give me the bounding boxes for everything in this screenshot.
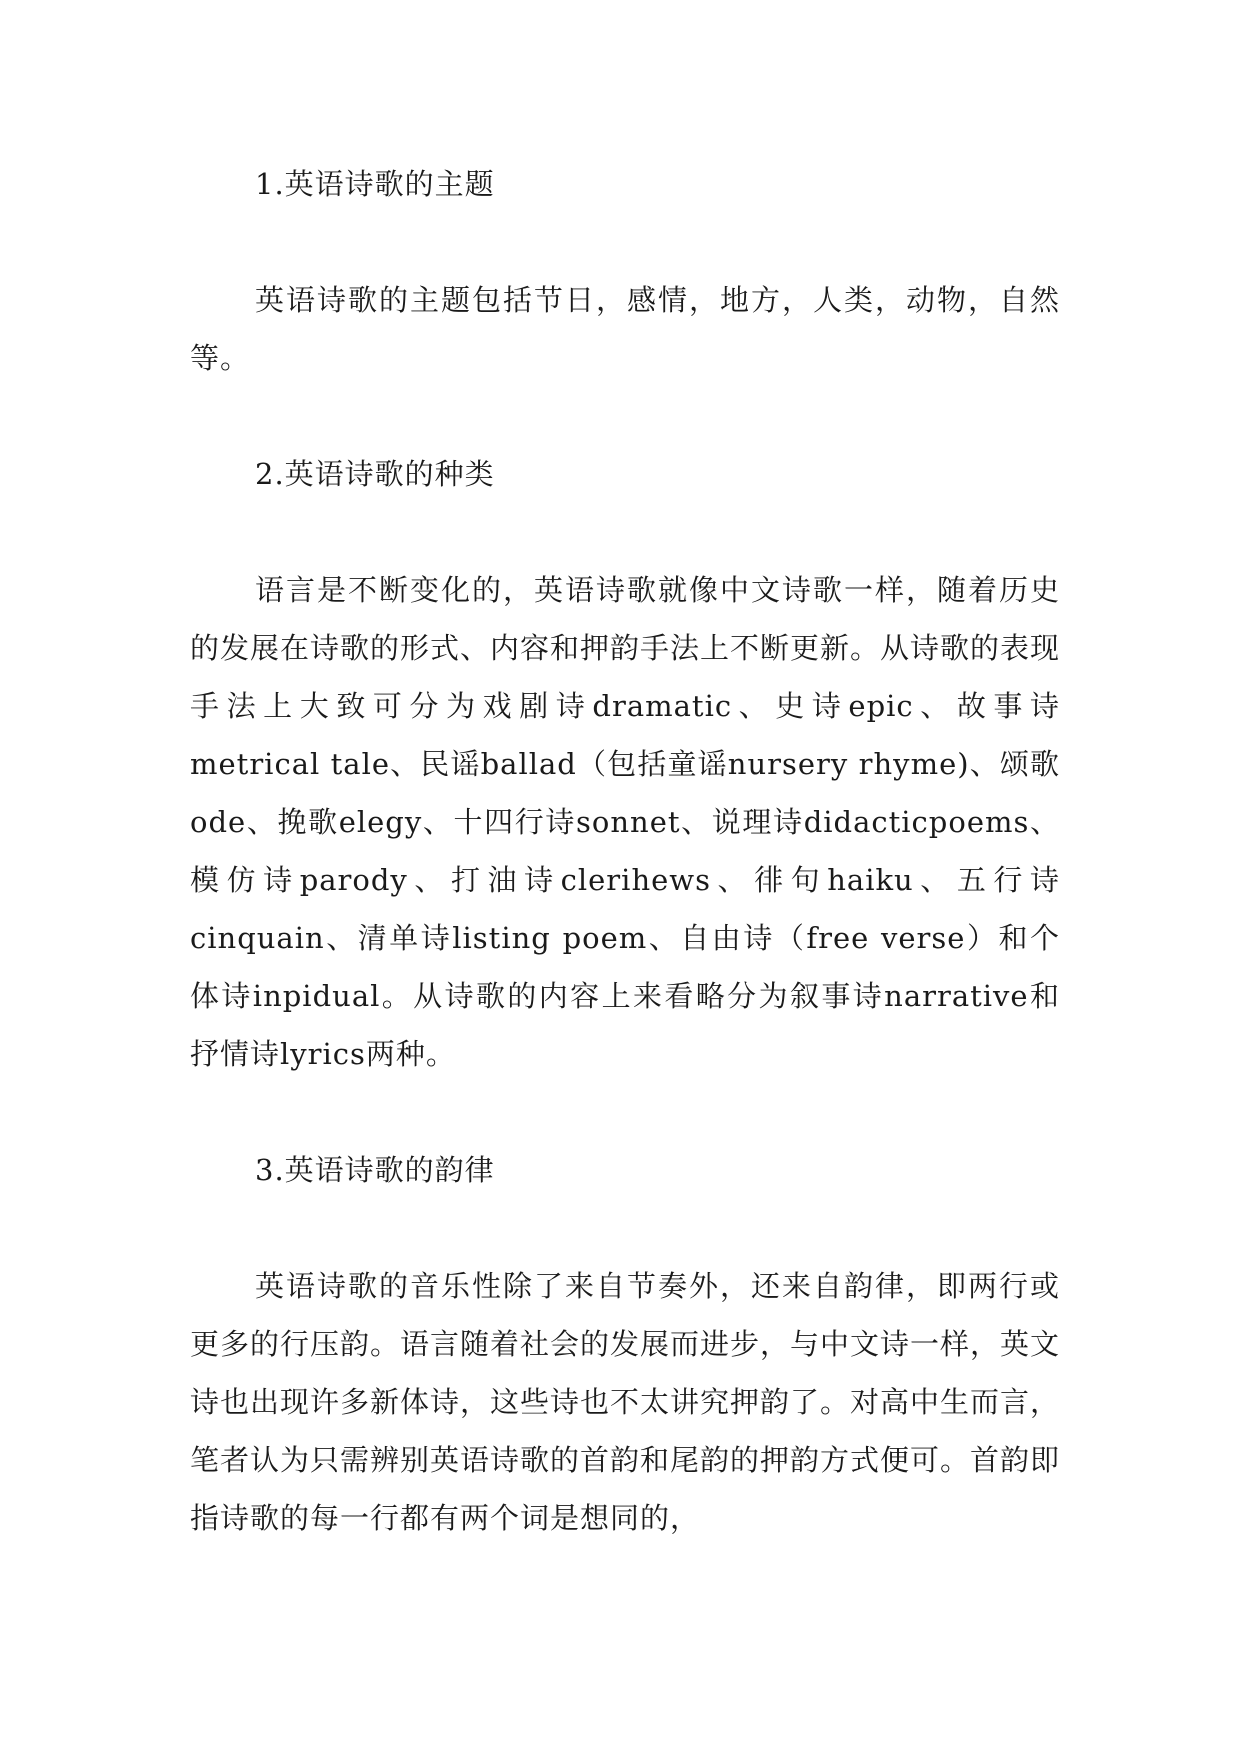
section-heading-3: 3.英语诗歌的韵律 bbox=[255, 1153, 495, 1187]
spacer bbox=[190, 1199, 1060, 1257]
document-body bbox=[190, 155, 1060, 1547]
section-heading-2: 2.英语诗歌的种类 bbox=[255, 457, 495, 491]
spacer bbox=[190, 503, 1060, 561]
section-paragraph-3: 英语诗歌的音乐性除了来自节奏外，还来自韵律，即两行或更多的行压韵。语言随着社会的发展而进步，与中文诗一样，英文诗也出现许多新体诗，这些诗也不太讲究押韵了。对高中生而言，笔者认为只需辨别英语诗歌的首韵和尾韵的押韵方式便可。首韵即指诗歌的每一行都有两个词是想同的， bbox=[190, 1269, 1061, 1535]
spacer bbox=[190, 1083, 1060, 1141]
section-heading-1: 1.英语诗歌的主题 bbox=[255, 167, 495, 201]
section-paragraph-1: 英语诗歌的主题包括节日，感情，地方，人类，动物，自然等。 bbox=[190, 283, 1060, 375]
spacer bbox=[190, 213, 1060, 271]
spacer bbox=[190, 387, 1060, 445]
section-paragraph-2: 语言是不断变化的，英语诗歌就像中文诗歌一样，随着历史的发展在诗歌的形式、内容和押韵手法上不断更新。从诗歌的表现手法上大致可分为戏剧诗dramatic、史诗epic、故事诗metrical tale、民谣ballad（包括童谣nursery rhyme)、颂歌ode、挽歌elegy、十四行诗sonnet、说理诗didacticpoems、模仿诗parody、打油诗clerihews、徘句haiku、五行诗cinquain、清单诗listing poem、自由诗（free verse）和个体诗inpidual。从诗歌的内容上来看略分为叙事诗narrative和抒情诗lyrics两种。 bbox=[190, 573, 1061, 1071]
